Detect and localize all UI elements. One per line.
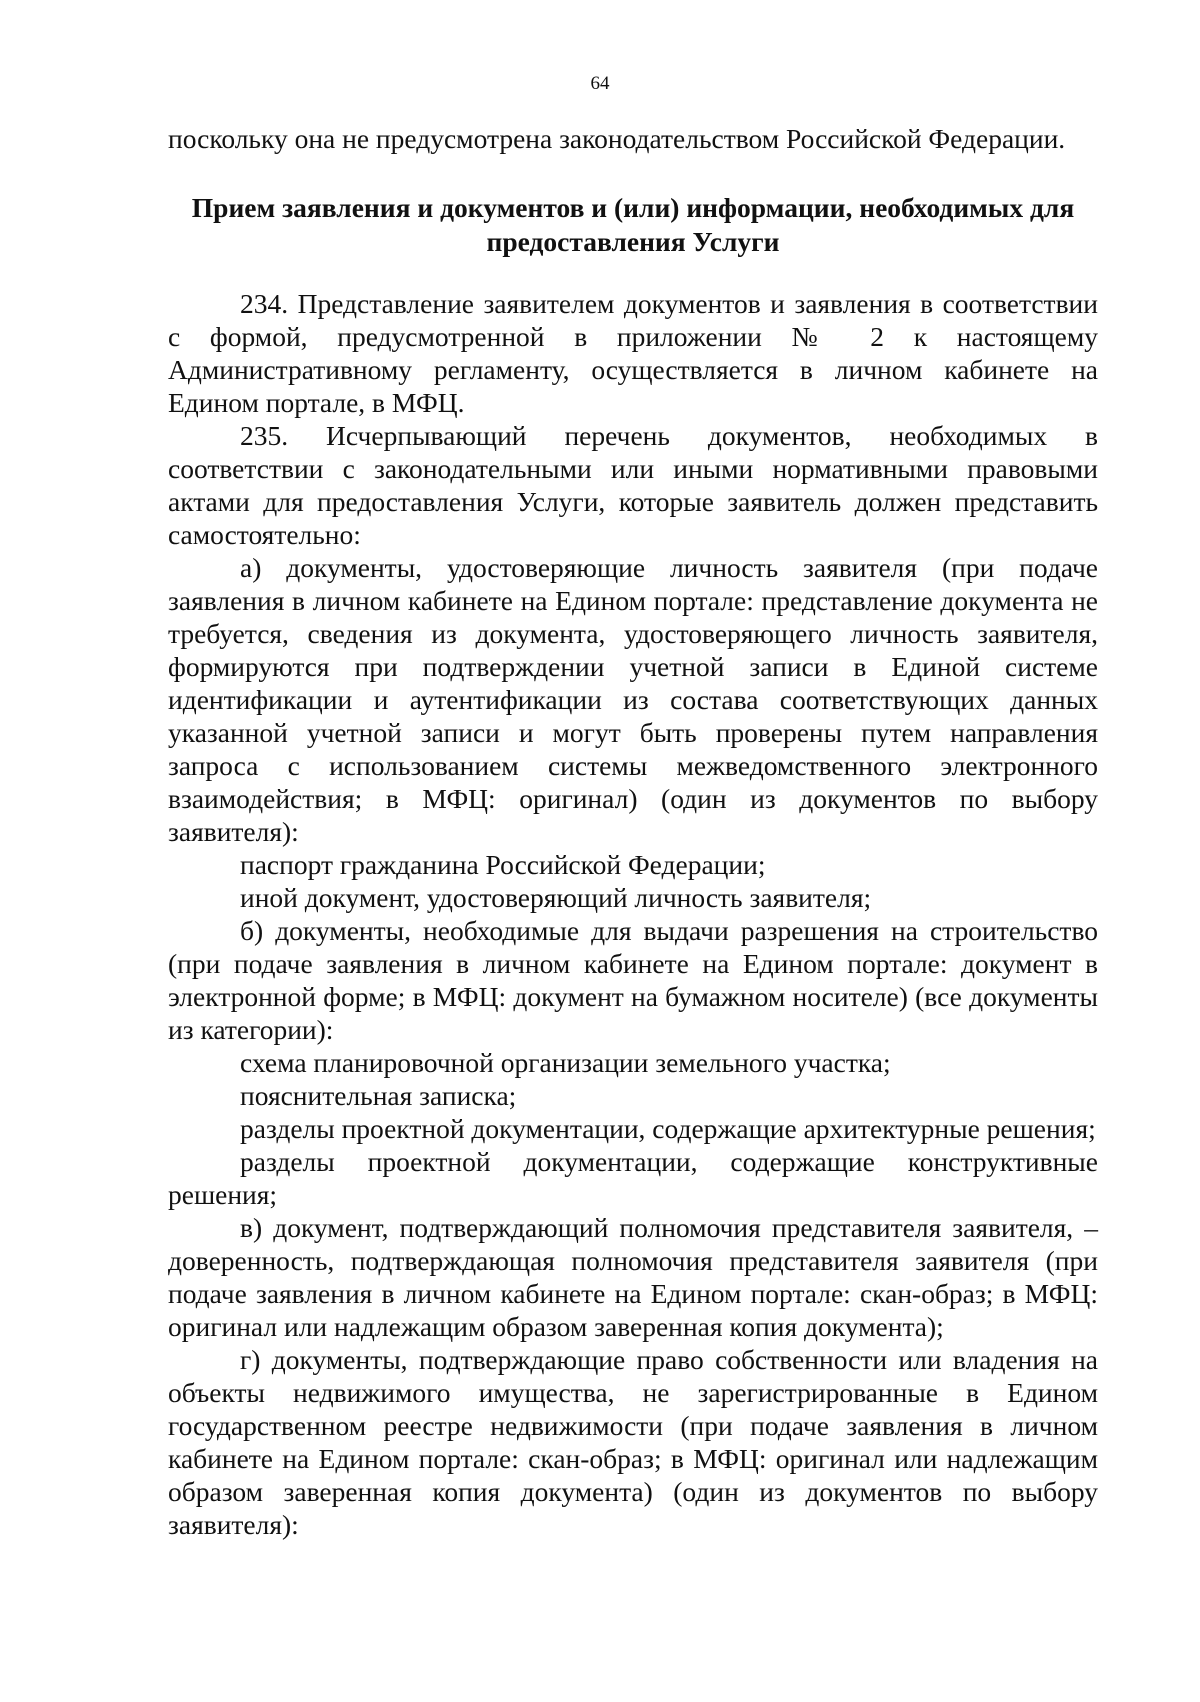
list-item-a-other-id: иной документ, удостоверяющий личность заявителя;: [240, 882, 872, 913]
list-item-b-site-plan: схема планировочной организации земельного участка;: [240, 1047, 891, 1078]
list-item-g: г) документы, подтверждающие право собственности или владения на объекты недвижимого имущества, не зарегистрированные в Едином государственном реестре недвижимости (при подаче заявления в личном кабинете на Едином портале: скан-образ; в МФЦ: оригинал или надлежащим образом заверенная копия документа) (один из документов по выбору заявителя):: [168, 1344, 1098, 1540]
paragraph-235: 235. Исчерпывающий перечень документов, необходимых в соответствии с законодательными или иными нормативными правовыми актами для предоставления Услуги, которые заявитель должен представить самостоятельно:: [168, 420, 1098, 550]
page-number: 64: [590, 73, 610, 94]
page-content: [168, 122, 1098, 1541]
paragraph-234: 234. Представление заявителем документов и заявления в соответствии с формой, предусмотренной в приложении № 2 к настоящему Административному регламенту, осуществляется в личном кабинете на Едином портале, в МФЦ.: [168, 288, 1098, 418]
section-heading: Прием заявления и документов и (или) информации, необходимых для предоставления Услуги: [191, 192, 1075, 257]
list-item-b-explanatory-note: пояснительная записка;: [240, 1080, 517, 1111]
list-item-b: б) документы, необходимые для выдачи разрешения на строительство (при подаче заявления в личном кабинете на Едином портале: документ в электронной форме; в МФЦ: документ на бумажном носителе) (все документы из категории):: [168, 915, 1098, 1045]
list-item-b-structural: разделы проектной документации, содержащие конструктивные решения;: [168, 1146, 1098, 1210]
list-item-v: в) документ, подтверждающий полномочия представителя заявителя, – доверенность, подтверждающая полномочия представителя заявителя (при подаче заявления в личном кабинете на Едином портале: скан-образ; в МФЦ: оригинал или надлежащим образом заверенная копия документа);: [168, 1212, 1098, 1342]
list-item-b-architectural: разделы проектной документации, содержащие архитектурные решения;: [240, 1113, 1096, 1144]
list-item-a: а) документы, удостоверяющие личность заявителя (при подаче заявления в личном кабинете на Едином портале: представление документа не требуется, сведения из документа, удостоверяющего личность заявителя, формируются при подтверждении учетной записи в Единой системе идентификации и аутентификации из состава соответствующих данных указанной учетной записи и могут быть проверены путем направления запроса с использованием системы межведомственного электронного взаимодействия; в МФЦ: оригинал) (один из документов по выбору заявителя):: [168, 552, 1098, 847]
list-item-a-passport: паспорт гражданина Российской Федерации;: [240, 849, 766, 880]
continuation-paragraph: поскольку она не предусмотрена законодательством Российской Федерации.: [168, 123, 1066, 154]
